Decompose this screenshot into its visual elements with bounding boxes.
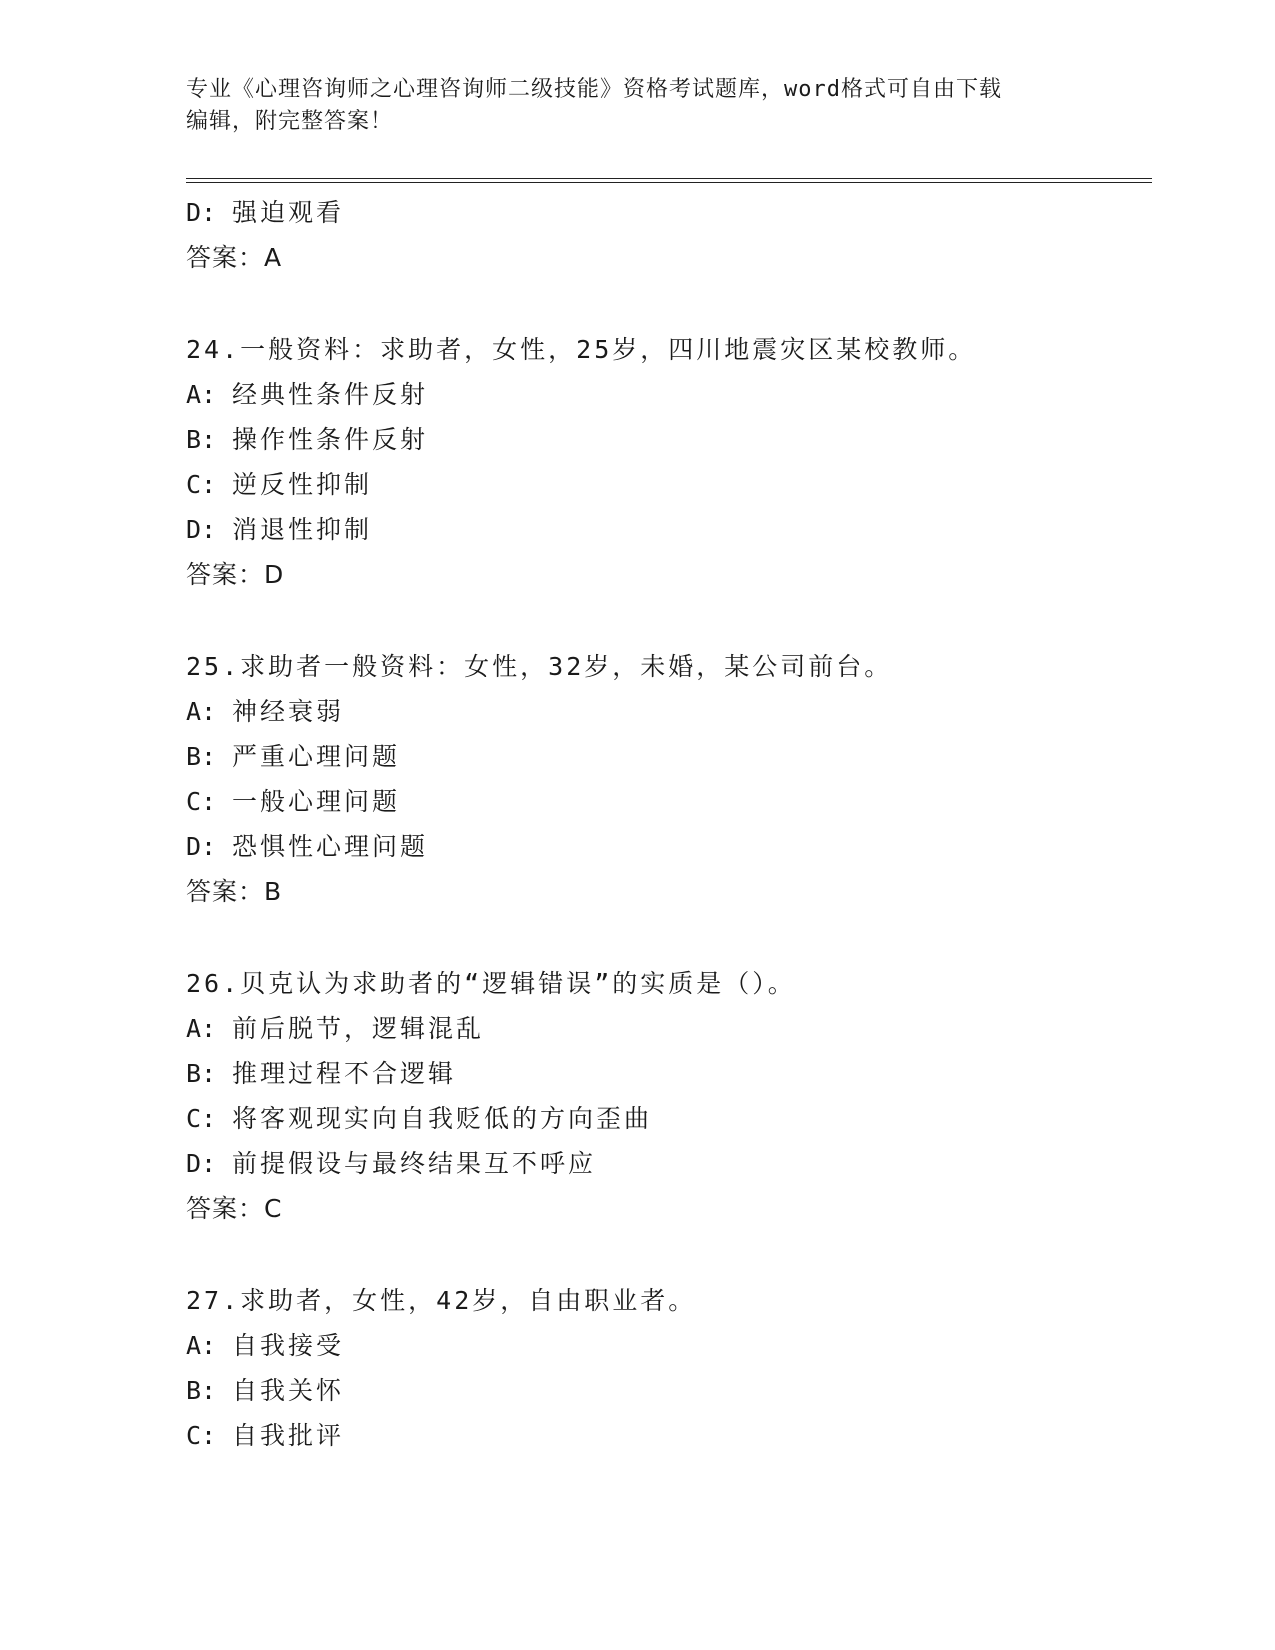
header-divider-top [186, 178, 1152, 179]
option-text: 逆反性抑制 [232, 470, 373, 499]
option-row [186, 1323, 1146, 1368]
spacer [186, 598, 1146, 644]
option-letter: B: [186, 425, 217, 454]
option-row [186, 417, 1146, 462]
option-letter: C: [186, 1421, 217, 1450]
option-text: 强迫观看 [232, 198, 345, 227]
question-title: 24.一般资料：求助者，女性，25岁，四川地震灾区某校教师。 [186, 335, 977, 364]
option-letter: C: [186, 787, 217, 816]
answer-label: 答案： [186, 243, 265, 272]
option-letter: D: [186, 832, 217, 861]
option-letter: B: [186, 1059, 217, 1088]
answer-label: 答案： [186, 1194, 265, 1223]
answer-line [186, 1186, 1146, 1232]
option-row [186, 1413, 1146, 1458]
option-letter: A: [186, 380, 217, 409]
option-letter: B: [186, 1376, 217, 1405]
option-row [186, 1368, 1146, 1413]
spacer [186, 915, 1146, 961]
question-list [186, 190, 1146, 1458]
option-row [186, 1096, 1146, 1141]
option-letter: C: [186, 1104, 217, 1133]
option-letter: A: [186, 1014, 217, 1043]
question-title: 25.求助者一般资料：女性，32岁，未婚，某公司前台。 [186, 652, 893, 681]
option-row [186, 372, 1146, 417]
answer-line [186, 235, 1146, 281]
option-row [186, 507, 1146, 552]
answer-label: 答案： [186, 560, 265, 589]
option-row [186, 1141, 1146, 1186]
option-text: 推理过程不合逻辑 [232, 1059, 457, 1088]
option-text: 消退性抑制 [232, 515, 373, 544]
option-text: 一般心理问题 [232, 787, 401, 816]
option-text: 神经衰弱 [232, 697, 345, 726]
spacer [186, 281, 1146, 327]
option-row [186, 1006, 1146, 1051]
answer-value: C [264, 1194, 283, 1223]
answer-value: D [264, 560, 285, 589]
option-text: 前提假设与最终结果互不呼应 [232, 1149, 597, 1178]
option-row [186, 1051, 1146, 1096]
option-row [186, 462, 1146, 507]
document-header [186, 74, 1066, 138]
option-letter: D: [186, 1149, 217, 1178]
question-title: 26.贝克认为求助者的“逻辑错误”的实质是（）。 [186, 969, 796, 998]
spacer [186, 1232, 1146, 1278]
header-line-1: 专业《心理咨询师之心理咨询师二级技能》资格考试题库，word格式可自由下载 [186, 77, 1002, 102]
question-title: 27.求助者，女性，42岁，自由职业者。 [186, 1286, 697, 1315]
option-text: 自我关怀 [232, 1376, 345, 1405]
option-row [186, 734, 1146, 779]
option-letter: D: [186, 515, 217, 544]
header-divider-bottom [186, 182, 1152, 183]
option-text: 严重心理问题 [232, 742, 401, 771]
option-text: 经典性条件反射 [232, 380, 429, 409]
option-text: 前后脱节，逻辑混乱 [232, 1014, 485, 1043]
option-letter: B: [186, 742, 217, 771]
answer-line [186, 552, 1146, 598]
option-row [186, 190, 1146, 235]
option-text: 操作性条件反射 [232, 425, 429, 454]
option-row [186, 824, 1146, 869]
option-text: 自我批评 [232, 1421, 345, 1450]
option-row [186, 779, 1146, 824]
header-line-2: 编辑，附完整答案！ [186, 109, 394, 134]
option-row [186, 689, 1146, 734]
answer-value: A [264, 243, 283, 272]
option-letter: D: [186, 198, 217, 227]
answer-value: B [264, 877, 283, 906]
option-letter: C: [186, 470, 217, 499]
answer-line [186, 869, 1146, 915]
answer-label: 答案： [186, 877, 265, 906]
option-letter: A: [186, 1331, 217, 1360]
option-letter: A: [186, 697, 217, 726]
option-text: 恐惧性心理问题 [232, 832, 429, 861]
option-text: 自我接受 [232, 1331, 345, 1360]
option-text: 将客观现实向自我贬低的方向歪曲 [232, 1104, 653, 1133]
